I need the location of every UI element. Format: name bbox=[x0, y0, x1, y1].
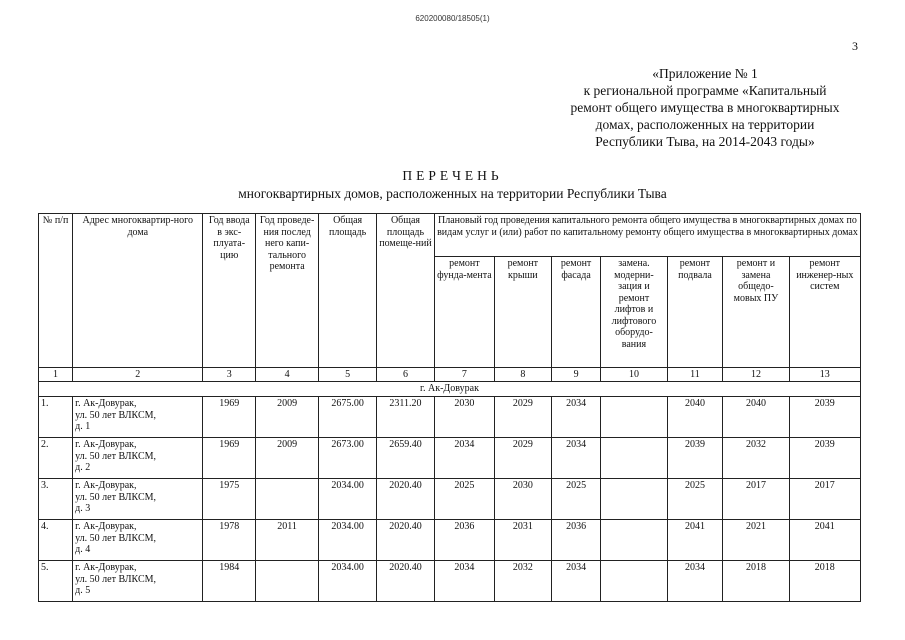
cell-premises-area: 2659.40 bbox=[377, 438, 435, 479]
document-subtitle: многоквартирных домов, расположенных на территории Республики Тыва bbox=[238, 186, 667, 201]
column-number: 1 bbox=[39, 368, 73, 382]
header-roof: ремонт крыши bbox=[494, 257, 551, 368]
cell-foundation: 2034 bbox=[434, 561, 494, 602]
cell-address bbox=[73, 561, 203, 602]
cell-num: 1. bbox=[39, 397, 73, 438]
header-planned-group: Плановый год проведения капитального ремонта общего имущества в многоквартирных домах по видам услуг и (или) работ по капитальному ремонту общего имущества в многоквартирных домах bbox=[434, 214, 860, 257]
cell-meters: 2021 bbox=[723, 520, 789, 561]
appendix-block bbox=[530, 65, 880, 150]
cell-premises-area: 2020.40 bbox=[377, 479, 435, 520]
address-line: д. 4 bbox=[75, 544, 91, 555]
cell-year-commission: 1969 bbox=[203, 438, 256, 479]
cell-address bbox=[73, 520, 203, 561]
appendix-line: к региональной программе «Капитальный bbox=[583, 83, 827, 98]
cell-roof: 2030 bbox=[494, 479, 551, 520]
cell-year-commission: 1978 bbox=[203, 520, 256, 561]
column-number-row bbox=[39, 368, 861, 382]
cell-total-area: 2034.00 bbox=[319, 561, 377, 602]
cell-facade: 2034 bbox=[551, 397, 601, 438]
cell-engineering: 2017 bbox=[789, 479, 860, 520]
cell-roof: 2029 bbox=[494, 397, 551, 438]
address-line: д. 3 bbox=[75, 503, 91, 514]
header-premises-area: Общая площадь помеще-ний bbox=[377, 214, 435, 368]
cell-premises-area: 2020.40 bbox=[377, 520, 435, 561]
cell-foundation: 2034 bbox=[434, 438, 494, 479]
cell-year-last-repair: 2011 bbox=[256, 520, 319, 561]
cell-premises-area: 2311.20 bbox=[377, 397, 435, 438]
cell-meters: 2017 bbox=[723, 479, 789, 520]
column-number: 7 bbox=[434, 368, 494, 382]
cell-engineering: 2039 bbox=[789, 397, 860, 438]
cell-year-last-repair bbox=[256, 561, 319, 602]
cell-year-commission: 1975 bbox=[203, 479, 256, 520]
cell-num: 2. bbox=[39, 438, 73, 479]
cell-elevators bbox=[601, 479, 667, 520]
cell-address bbox=[73, 479, 203, 520]
buildings-table bbox=[38, 213, 861, 602]
cell-foundation: 2036 bbox=[434, 520, 494, 561]
address-line: ул. 50 лет ВЛКСМ, bbox=[75, 450, 157, 462]
address-line: г. Ак-Довурак, bbox=[75, 480, 137, 491]
cell-basement: 2025 bbox=[667, 479, 723, 520]
cell-num: 4. bbox=[39, 520, 73, 561]
cell-num: 5. bbox=[39, 561, 73, 602]
cell-basement: 2040 bbox=[667, 397, 723, 438]
cell-elevators bbox=[601, 397, 667, 438]
header-meters: ремонт и замена общедо-мовых ПУ bbox=[723, 257, 789, 368]
cell-basement: 2039 bbox=[667, 438, 723, 479]
cell-elevators bbox=[601, 561, 667, 602]
cell-foundation: 2030 bbox=[434, 397, 494, 438]
cell-meters: 2032 bbox=[723, 438, 789, 479]
address-line: ул. 50 лет ВЛКСМ, bbox=[75, 573, 157, 585]
address-line: д. 1 bbox=[75, 421, 91, 432]
header-address: Адрес многоквартир-ного дома bbox=[73, 214, 203, 368]
cell-year-last-repair bbox=[256, 479, 319, 520]
column-number: 12 bbox=[723, 368, 789, 382]
header-facade: ремонт фасада bbox=[551, 257, 601, 368]
cell-engineering: 2039 bbox=[789, 438, 860, 479]
column-number: 5 bbox=[319, 368, 377, 382]
appendix-line: «Приложение № 1 bbox=[652, 66, 758, 81]
address-line: д. 5 bbox=[75, 585, 91, 596]
cell-roof: 2029 bbox=[494, 438, 551, 479]
column-number: 3 bbox=[203, 368, 256, 382]
cell-year-last-repair: 2009 bbox=[256, 438, 319, 479]
page-number: 3 bbox=[852, 39, 858, 53]
address-line: г. Ак-Довурак, bbox=[75, 398, 137, 409]
cell-basement: 2034 bbox=[667, 561, 723, 602]
cell-address bbox=[73, 397, 203, 438]
cell-year-last-repair: 2009 bbox=[256, 397, 319, 438]
column-number: 8 bbox=[494, 368, 551, 382]
cell-engineering: 2041 bbox=[789, 520, 860, 561]
column-number: 6 bbox=[377, 368, 435, 382]
cell-elevators bbox=[601, 438, 667, 479]
cell-year-commission: 1984 bbox=[203, 561, 256, 602]
header-total-area: Общая площадь bbox=[319, 214, 377, 368]
cell-elevators bbox=[601, 520, 667, 561]
cell-year-commission: 1969 bbox=[203, 397, 256, 438]
address-line: д. 2 bbox=[75, 462, 91, 473]
address-line: ул. 50 лет ВЛКСМ, bbox=[75, 491, 157, 503]
cell-total-area: 2034.00 bbox=[319, 520, 377, 561]
header-basement: ремонт подвала bbox=[667, 257, 723, 368]
cell-foundation: 2025 bbox=[434, 479, 494, 520]
column-number: 2 bbox=[73, 368, 203, 382]
table-row bbox=[39, 520, 861, 561]
cell-total-area: 2673.00 bbox=[319, 438, 377, 479]
table-row bbox=[39, 438, 861, 479]
column-number: 4 bbox=[256, 368, 319, 382]
appendix-line: домах, расположенных на территории bbox=[595, 117, 815, 132]
appendix-line: Республики Тыва, на 2014-2043 годы» bbox=[595, 134, 815, 149]
cell-basement: 2041 bbox=[667, 520, 723, 561]
table-row bbox=[39, 561, 861, 602]
cell-facade: 2034 bbox=[551, 561, 601, 602]
cell-premises-area: 2020.40 bbox=[377, 561, 435, 602]
address-line: ул. 50 лет ВЛКСМ, bbox=[75, 532, 157, 544]
cell-facade: 2025 bbox=[551, 479, 601, 520]
cell-roof: 2031 bbox=[494, 520, 551, 561]
document-id: 620200080/18505(1) bbox=[415, 14, 490, 23]
table-row bbox=[39, 479, 861, 520]
address-line: г. Ак-Довурак, bbox=[75, 521, 137, 532]
cell-engineering: 2018 bbox=[789, 561, 860, 602]
header-year-commission: Год ввода в экс-плуата-цию bbox=[203, 214, 256, 368]
cell-address bbox=[73, 438, 203, 479]
address-line: г. Ак-Довурак, bbox=[75, 562, 137, 573]
header-year-last-repair: Год проведе-ния послед него капи-тального ремонта bbox=[256, 214, 319, 368]
header-foundation: ремонт фунда-мента bbox=[434, 257, 494, 368]
cell-facade: 2034 bbox=[551, 438, 601, 479]
cell-meters: 2018 bbox=[723, 561, 789, 602]
table-row bbox=[39, 397, 861, 438]
header-engineering: ремонт инженер-ных систем bbox=[789, 257, 860, 368]
cell-total-area: 2675.00 bbox=[319, 397, 377, 438]
cell-total-area: 2034.00 bbox=[319, 479, 377, 520]
cell-meters: 2040 bbox=[723, 397, 789, 438]
column-number: 10 bbox=[601, 368, 667, 382]
city-row bbox=[39, 382, 861, 397]
document-title: ПЕРЕЧЕНЬ bbox=[402, 168, 503, 183]
column-number: 11 bbox=[667, 368, 723, 382]
cell-facade: 2036 bbox=[551, 520, 601, 561]
column-number: 13 bbox=[789, 368, 860, 382]
city-name: г. Ак-Довурак bbox=[39, 382, 861, 397]
address-line: г. Ак-Довурак, bbox=[75, 439, 137, 450]
cell-roof: 2032 bbox=[494, 561, 551, 602]
cell-num: 3. bbox=[39, 479, 73, 520]
header-num: № п/п bbox=[39, 214, 73, 368]
header-elevators: замена. модерни-зация и ремонт лифтов и лифтового оборудо-вания bbox=[601, 257, 667, 368]
appendix-line: ремонт общего имущества в многоквартирных bbox=[570, 100, 840, 115]
column-number: 9 bbox=[551, 368, 601, 382]
address-line: ул. 50 лет ВЛКСМ, bbox=[75, 409, 157, 421]
